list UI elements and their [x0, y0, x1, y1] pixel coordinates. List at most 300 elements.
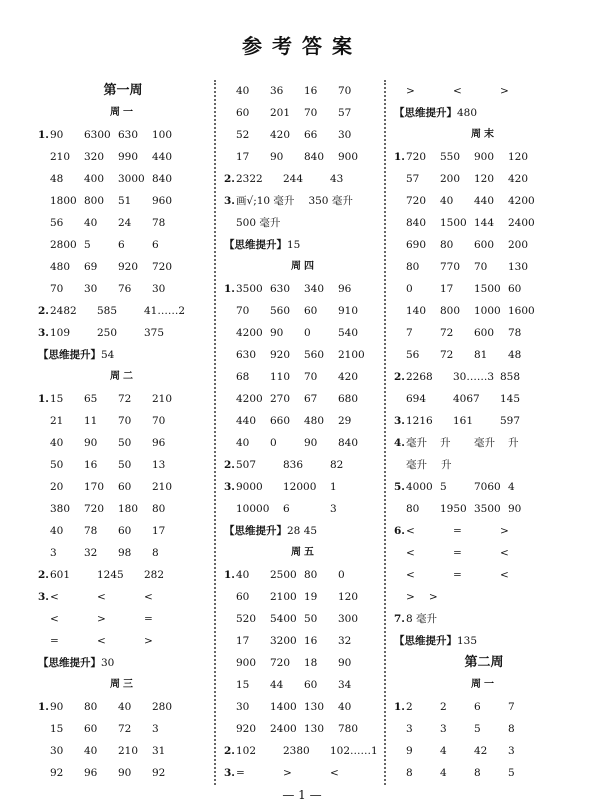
- answer-cell: 67: [304, 393, 318, 405]
- answer-cell: <: [50, 591, 59, 603]
- answer-cell: 40: [236, 437, 250, 449]
- answer-cell: 3200: [270, 635, 297, 647]
- answer-cell: >: [97, 613, 106, 625]
- answer-cell: 9: [406, 745, 413, 757]
- answer-row: [394, 696, 574, 718]
- answer-cell: 244: [283, 173, 304, 185]
- answer-row: [38, 696, 208, 718]
- answer-cell: 140: [406, 305, 427, 317]
- answer-cell: >: [500, 85, 509, 97]
- answer-cell: 130: [304, 701, 325, 713]
- answer-cell: 3: [406, 723, 413, 735]
- answer-cell: 130: [508, 261, 529, 273]
- answer-cell: 96: [152, 437, 166, 449]
- answer-cell: 70: [118, 415, 132, 427]
- answer-row: [38, 586, 208, 608]
- answer-cell: 7060: [474, 481, 501, 493]
- answer-row: [394, 300, 574, 322]
- answer-cell: 170: [84, 481, 105, 493]
- answer-cell: <: [97, 635, 106, 647]
- answer-cell: 41……2: [144, 305, 186, 317]
- answer-cell: 30: [338, 129, 352, 141]
- answer-cell: 43: [330, 173, 344, 185]
- extension-answer: 30: [101, 657, 115, 669]
- question-number: 3.: [394, 415, 405, 427]
- answer-cell: 升: [508, 437, 519, 449]
- answer-row: [394, 344, 574, 366]
- answer-row: [38, 454, 208, 476]
- answer-row: [224, 762, 384, 784]
- answer-row: [394, 212, 574, 234]
- answer-row: [38, 146, 208, 168]
- answer-cell: 6: [118, 239, 125, 251]
- answer-cell: >: [428, 591, 438, 603]
- answer-cell: 144: [474, 217, 495, 229]
- answer-cell: 1216: [406, 415, 433, 427]
- answer-cell: 4: [440, 767, 447, 779]
- answer-cell: 90: [304, 437, 318, 449]
- answer-cell: 92: [152, 767, 166, 779]
- answer-row: [394, 718, 574, 740]
- answer-cell: 800: [440, 305, 461, 317]
- answer-cell: 630: [270, 283, 291, 295]
- answer-cell: 340: [304, 283, 325, 295]
- answer-cell: 32: [338, 635, 352, 647]
- answer-cell: 694: [406, 393, 427, 405]
- answer-cell: 480: [50, 261, 71, 273]
- answer-cell: <: [406, 569, 415, 581]
- answer-cell: 920: [270, 349, 291, 361]
- answer-cell: 17: [236, 151, 250, 163]
- answer-cell: 60: [508, 283, 522, 295]
- answer-cell: 660: [270, 415, 291, 427]
- answer-row: [38, 740, 208, 762]
- answer-row: [224, 344, 384, 366]
- answer-cell: 507: [236, 459, 257, 471]
- answer-cell: 7: [508, 701, 515, 713]
- answer-cell: 82: [330, 459, 344, 471]
- answer-cell: 80: [440, 239, 454, 251]
- answer-cell: 3: [440, 723, 447, 735]
- answer-cell: <: [406, 547, 415, 559]
- answer-row: [38, 762, 208, 784]
- answer-row: [394, 388, 574, 410]
- answer-cell: 560: [304, 349, 325, 361]
- question-number: 1.: [394, 151, 405, 163]
- answer-cell: 96: [84, 767, 98, 779]
- answer-cell: 720: [406, 195, 427, 207]
- answer-cell: 200: [508, 239, 529, 251]
- answer-cell: 420: [338, 371, 359, 383]
- answer-cell: 630: [118, 129, 139, 141]
- answer-cell: 2482: [50, 305, 77, 317]
- answer-cell: 40: [84, 745, 98, 757]
- answer-row: [224, 212, 384, 234]
- answer-cell: 70: [236, 305, 250, 317]
- answer-cell: 32: [84, 547, 98, 559]
- answer-row: [224, 124, 384, 146]
- answer-row: [38, 278, 208, 300]
- answer-cell: 5: [440, 481, 447, 493]
- extension-answer: 135: [457, 635, 478, 647]
- question-number: 3.: [38, 591, 49, 603]
- answer-cell: 3: [508, 745, 515, 757]
- answer-cell: 毫升: [406, 459, 427, 471]
- answer-cell: 5: [508, 767, 515, 779]
- answer-cell: =: [453, 525, 462, 537]
- question-number: 3.: [224, 481, 235, 493]
- answer-cell: <: [453, 85, 462, 97]
- answer-cell: 0: [338, 569, 345, 581]
- answer-row: [224, 564, 384, 586]
- answer-cell: 80: [152, 503, 166, 515]
- answer-cell: 8: [152, 547, 159, 559]
- answer-cell: 8 毫升: [406, 613, 438, 625]
- answer-cell: 440: [474, 195, 495, 207]
- answer-row: [394, 740, 574, 762]
- answer-cell: 910: [338, 305, 359, 317]
- answer-cell: 210: [152, 481, 173, 493]
- question-number: 5.: [394, 481, 405, 493]
- thinking-extension: [224, 234, 384, 256]
- answer-cell: 380: [50, 503, 71, 515]
- answer-cell: 48: [50, 173, 64, 185]
- answer-row: [224, 366, 384, 388]
- answer-cell: 0: [304, 327, 311, 339]
- page-title: 参考答案: [242, 34, 362, 58]
- answer-row: [38, 608, 208, 630]
- answer-cell: 4: [508, 481, 515, 493]
- answer-row: [394, 542, 574, 564]
- answer-row: [394, 146, 574, 168]
- answer-cell: 130: [304, 723, 325, 735]
- answer-cell: 升: [440, 437, 451, 449]
- answer-cell: 16: [304, 85, 318, 97]
- answer-cell: 16: [84, 459, 98, 471]
- thinking-extension: [38, 344, 208, 366]
- extension-label: 【思维提升】: [38, 349, 101, 361]
- extension-answer: 28 45: [287, 525, 318, 537]
- answer-row: [224, 740, 384, 762]
- question-number: 2.: [224, 173, 235, 185]
- answer-cell: 50: [304, 613, 318, 625]
- answer-cell: 836: [283, 459, 304, 471]
- answer-cell: 40: [118, 701, 132, 713]
- answer-row: [224, 696, 384, 718]
- answer-cell: 40: [50, 437, 64, 449]
- answer-cell: 21: [50, 415, 64, 427]
- answer-cell: 210: [152, 393, 173, 405]
- answer-cell: 8: [406, 767, 413, 779]
- answer-cell: 70: [474, 261, 488, 273]
- answer-row: [38, 124, 208, 146]
- answer-cell: 57: [406, 173, 420, 185]
- answer-cell: 3000: [118, 173, 145, 185]
- answer-cell: 78: [84, 525, 98, 537]
- answer-cell: 40: [236, 85, 250, 97]
- answer-cell: 990: [118, 151, 139, 163]
- question-number: 3.: [224, 767, 235, 779]
- answer-cell: 282: [144, 569, 165, 581]
- answer-cell: 80: [406, 503, 420, 515]
- answer-cell: 920: [236, 723, 257, 735]
- answer-row: [38, 432, 208, 454]
- answer-cell: 1600: [508, 305, 535, 317]
- answer-cell: 2268: [406, 371, 433, 383]
- question-number: 1.: [394, 701, 405, 713]
- answer-cell: 78: [508, 327, 522, 339]
- answer-cell: 1245: [97, 569, 124, 581]
- answer-cell: 60: [84, 723, 98, 735]
- answer-cell: 56: [406, 349, 420, 361]
- answer-cell: =: [453, 547, 462, 559]
- answer-cell: 440: [236, 415, 257, 427]
- extension-answer: 480: [457, 107, 478, 119]
- answer-cell: 16: [304, 635, 318, 647]
- answer-row: [38, 520, 208, 542]
- answer-row: [394, 80, 574, 102]
- answer-cell: 78: [152, 217, 166, 229]
- question-number: 1.: [38, 701, 49, 713]
- answer-cell: 57: [338, 107, 352, 119]
- answer-cell: 680: [338, 393, 359, 405]
- answer-cell: =: [144, 613, 153, 625]
- answer-cell: 80: [406, 261, 420, 273]
- answer-row: [38, 498, 208, 520]
- extension-answer: 15: [287, 239, 301, 251]
- day-heading: 周三: [110, 679, 136, 690]
- extension-answer: 54: [101, 349, 115, 361]
- answer-cell: 6300: [84, 129, 111, 141]
- answer-cell: 180: [118, 503, 139, 515]
- answer-cell: 720: [270, 657, 291, 669]
- answer-cell: 15: [50, 393, 64, 405]
- answer-cell: 1500: [474, 283, 501, 295]
- answer-cell: 400: [84, 173, 105, 185]
- answer-cell: 66: [304, 129, 318, 141]
- question-number: 1.: [38, 393, 49, 405]
- answer-cell: 5: [474, 723, 481, 735]
- answer-cell: <: [144, 591, 153, 603]
- answer-cell: 600: [474, 239, 495, 251]
- answer-cell: 72: [118, 723, 132, 735]
- answer-cell: <: [97, 591, 106, 603]
- answer-cell: 858: [500, 371, 521, 383]
- answer-cell: 2400: [508, 217, 535, 229]
- answer-cell: 3500: [474, 503, 501, 515]
- answer-cell: 420: [270, 129, 291, 141]
- answer-cell: 6: [474, 701, 481, 713]
- answer-cell: 4200: [236, 393, 263, 405]
- answer-cell: 50: [118, 459, 132, 471]
- answer-cell: 51: [118, 195, 132, 207]
- extension-label: 【思维提升】: [224, 239, 287, 251]
- answer-cell: 毫升: [474, 437, 495, 449]
- answer-cell: 840: [338, 437, 359, 449]
- answer-cell: 9000: [236, 481, 263, 493]
- question-number: 2.: [38, 305, 49, 317]
- answer-row: [224, 322, 384, 344]
- answer-cell: 6: [152, 239, 159, 251]
- answer-cell: 3: [50, 547, 57, 559]
- answer-cell: 90: [50, 701, 64, 713]
- question-number: 2.: [224, 745, 235, 757]
- answer-cell: 65: [84, 393, 98, 405]
- answer-cell: 30: [84, 283, 98, 295]
- answer-cell: 2500: [270, 569, 297, 581]
- answer-cell: 30: [50, 745, 64, 757]
- answer-cell: 200: [440, 173, 461, 185]
- answer-row: [224, 476, 384, 498]
- answer-row: [38, 168, 208, 190]
- answer-cell: >: [144, 635, 153, 647]
- answer-cell: 161: [453, 415, 474, 427]
- extension-label: 【思维提升】: [394, 635, 457, 647]
- answer-row: [224, 652, 384, 674]
- answer-row: [224, 498, 384, 520]
- answer-column-3: [394, 80, 574, 784]
- answer-cell: 2380: [283, 745, 310, 757]
- answer-cell: 70: [304, 371, 318, 383]
- answer-row: [394, 234, 574, 256]
- answer-cell: 500 毫升: [236, 217, 281, 229]
- answer-cell: 420: [508, 173, 529, 185]
- answer-row: [38, 542, 208, 564]
- answer-cell: 17: [440, 283, 454, 295]
- answer-cell: 18: [304, 657, 318, 669]
- answer-row: [394, 454, 574, 476]
- week-title: 第一周: [103, 83, 143, 98]
- answer-cell: 42: [474, 745, 488, 757]
- answer-cell: 90: [508, 503, 522, 515]
- answer-cell: 840: [152, 173, 173, 185]
- extension-label: 【思维提升】: [38, 657, 101, 669]
- answer-cell: 840: [406, 217, 427, 229]
- answer-row: [224, 410, 384, 432]
- week-title: 第二周: [464, 655, 504, 670]
- answer-cell: 70: [304, 107, 318, 119]
- answer-row: [394, 608, 574, 630]
- answer-row: [38, 564, 208, 586]
- answer-cell: 210: [118, 745, 139, 757]
- answer-row: [38, 322, 208, 344]
- answer-cell: 840: [304, 151, 325, 163]
- answer-cell: 40: [84, 217, 98, 229]
- answer-cell: 0: [270, 437, 277, 449]
- answer-row: [224, 146, 384, 168]
- answer-cell: 24: [118, 217, 132, 229]
- answer-cell: 90: [270, 151, 284, 163]
- answer-cell: 30: [152, 283, 166, 295]
- answer-cell: >: [406, 85, 415, 97]
- answer-cell: 250: [97, 327, 118, 339]
- answer-cell: 375: [144, 327, 165, 339]
- answer-cell: 1400: [270, 701, 297, 713]
- answer-row: [394, 256, 574, 278]
- answer-cell: 145: [500, 393, 521, 405]
- answer-cell: 270: [270, 393, 291, 405]
- extension-label: 【思维提升】: [394, 107, 457, 119]
- answer-cell: 3: [330, 503, 337, 515]
- answer-cell: 120: [474, 173, 495, 185]
- answer-cell: 11: [84, 415, 98, 427]
- answer-cell: 540: [338, 327, 359, 339]
- answer-cell: 120: [338, 591, 359, 603]
- thinking-extension: [224, 520, 384, 542]
- answer-cell: 2: [440, 701, 447, 713]
- answer-cell: =: [236, 767, 245, 779]
- question-number: 1.: [38, 129, 49, 141]
- answer-cell: 80: [84, 701, 98, 713]
- answer-row: [394, 168, 574, 190]
- answer-cell: 40: [50, 525, 64, 537]
- answer-cell: 120: [508, 151, 529, 163]
- answer-cell: 630: [236, 349, 257, 361]
- answer-cell: 100: [152, 129, 173, 141]
- answer-cell: 60: [118, 481, 132, 493]
- answer-row: [224, 300, 384, 322]
- page-number: — 1 —: [282, 788, 322, 802]
- answer-cell: 升: [441, 459, 452, 471]
- answer-cell: 0: [406, 283, 413, 295]
- answer-row: [394, 586, 574, 608]
- answer-cell: 2400: [270, 723, 297, 735]
- answer-cell: 29: [338, 415, 352, 427]
- answer-cell: 50: [118, 437, 132, 449]
- day-heading: 周末: [471, 129, 497, 140]
- answer-cell: 585: [97, 305, 118, 317]
- answer-cell: 72: [440, 349, 454, 361]
- question-number: 7.: [394, 613, 405, 625]
- answer-cell: 720: [152, 261, 173, 273]
- answer-row: [38, 388, 208, 410]
- answer-cell: 480: [304, 415, 325, 427]
- answer-row: [394, 498, 574, 520]
- answer-cell: 52: [236, 129, 250, 141]
- answer-cell: 520: [236, 613, 257, 625]
- answer-cell: 12000: [283, 481, 317, 493]
- answer-cell: <: [406, 525, 415, 537]
- answer-row: [38, 256, 208, 278]
- answer-cell: 44: [270, 679, 284, 691]
- answer-cell: 60: [118, 525, 132, 537]
- answer-cell: 70: [152, 415, 166, 427]
- answer-cell: 76: [118, 283, 132, 295]
- answer-cell: 90: [118, 767, 132, 779]
- day-heading: 周四: [291, 261, 317, 272]
- answer-cell: 1000: [474, 305, 501, 317]
- answer-cell: >: [406, 591, 415, 603]
- answer-cell: 1800: [50, 195, 77, 207]
- answer-row: [394, 366, 574, 388]
- answer-cell: 7: [406, 327, 413, 339]
- answer-cell: 56: [50, 217, 64, 229]
- answer-cell: 2100: [338, 349, 365, 361]
- answer-cell: 31: [152, 745, 166, 757]
- answer-cell: 560: [270, 305, 291, 317]
- answer-cell: <: [50, 613, 59, 625]
- answer-cell: 17: [236, 635, 250, 647]
- answer-cell: 50: [50, 459, 64, 471]
- answer-row: [394, 432, 574, 454]
- answer-row: [38, 718, 208, 740]
- question-number: 1.: [224, 569, 235, 581]
- answer-row: [38, 234, 208, 256]
- day-heading: 周一: [110, 107, 136, 118]
- answer-cell: 70: [50, 283, 64, 295]
- answer-cell: 2: [406, 701, 413, 713]
- answer-cell: 68: [236, 371, 250, 383]
